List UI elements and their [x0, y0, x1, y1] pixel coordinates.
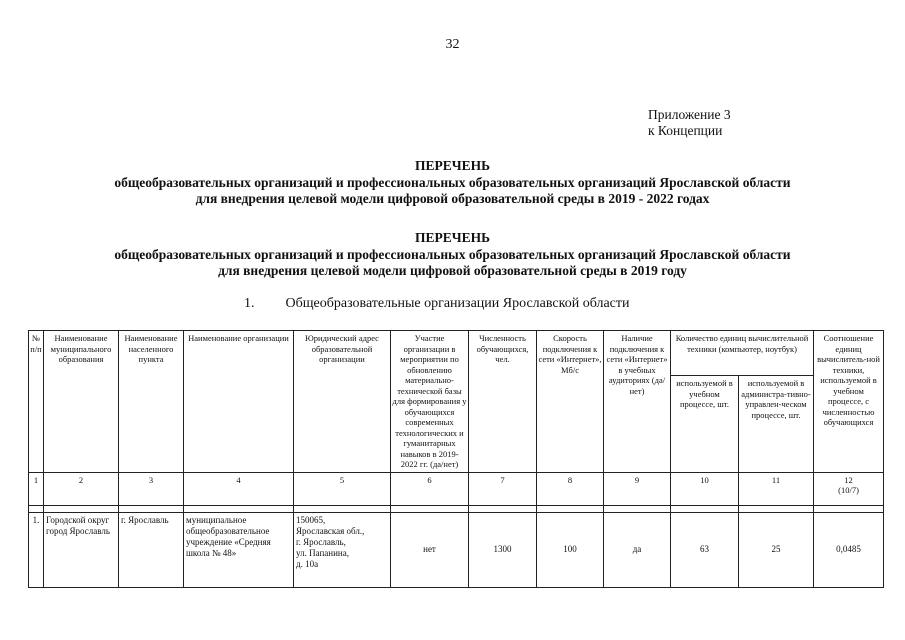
col-number: 11 — [739, 472, 814, 505]
table-header-row — [29, 331, 884, 376]
title-block-1 — [0, 158, 905, 208]
cell-num: 1. — [29, 512, 44, 587]
header-computers-group: Количество единиц вычислительной техники (компьютер, ноутбук) — [671, 331, 814, 376]
address-line: ул. Папанина, — [296, 547, 349, 558]
column-numbers-row — [29, 472, 884, 505]
address-line: д. 10а — [296, 558, 319, 569]
col-number: 9 — [604, 472, 671, 505]
spacer-row — [29, 505, 884, 512]
cell-municipality: Городской округ город Ярославль — [44, 512, 119, 587]
col-number: 10 — [671, 472, 739, 505]
title-2-line-2: для внедрения целевой модели цифровой образовательной среды в 2019 году — [218, 263, 687, 278]
header-speed: Скорость подключения к сети «Интернет», Мб/с — [537, 331, 604, 473]
header-municipality: Наименование муниципального образования — [44, 331, 119, 473]
header-pc-admin: используемой в администра-тивно-управлен-ческом процессе, шт. — [739, 376, 814, 473]
address-line: Ярославская обл., — [296, 525, 365, 536]
cell-pc-admin: 25 — [739, 512, 814, 587]
section-number: 1. — [244, 296, 255, 311]
title-2-line-1: общеобразовательных организаций и профессиональных образовательных организаций Ярославской области — [114, 246, 791, 262]
header-settlement: Наименование населенного пункта — [119, 331, 184, 473]
cell-pc-edu: 63 — [671, 512, 739, 587]
header-ratio: Соотношение единиц вычислитель-ной техники, используемой в учебном процессе, с численностью обучающихся — [814, 331, 884, 473]
title-2-heading: ПЕРЕЧЕНЬ — [414, 230, 491, 245]
col-number: 3 — [119, 472, 184, 505]
header-organization: Наименование организации — [184, 331, 294, 473]
address-line: 150065, — [296, 514, 326, 525]
cell-students: 1300 — [469, 512, 537, 587]
col-number-12-label: 12 — [844, 474, 853, 485]
title-block-2 — [0, 230, 905, 280]
col-number: 1 — [29, 472, 44, 505]
title-1-heading: ПЕРЕЧЕНЬ — [414, 158, 491, 173]
col-number: 6 — [391, 472, 469, 505]
cell-organization: муниципальное общеобразовательное учреждение «Средняя школа № 48» — [184, 512, 294, 587]
header-num: № п/п — [29, 331, 44, 473]
appendix-note — [648, 107, 731, 139]
header-address: Юридический адрес образовательной организации — [294, 331, 391, 473]
cell-speed: 100 — [537, 512, 604, 587]
col-number: 7 — [469, 472, 537, 505]
col-number: 4 — [184, 472, 294, 505]
cell-address — [294, 512, 391, 587]
cell-internet: да — [604, 512, 671, 587]
col-number: 2 — [44, 472, 119, 505]
header-participation: Участие организации в мероприятии по обновлению материально-технической базы для формирования у обучающихся современных технологических и гуманитарных навыков в 2019-2022 гг. (да/нет) — [391, 331, 469, 473]
section-heading — [244, 296, 630, 312]
col-number: 8 — [537, 472, 604, 505]
col-number: 5 — [294, 472, 391, 505]
page-number: 32 — [445, 37, 460, 52]
cell-participation: нет — [391, 512, 469, 587]
address-line: г. Ярославль, — [296, 536, 346, 547]
cell-settlement: г. Ярославль — [119, 512, 184, 587]
header-internet: Наличие подключения к сети «Интернет» в учебных аудиториях (да/нет) — [604, 331, 671, 473]
table-row — [29, 512, 884, 587]
cell-ratio: 0,0485 — [814, 512, 884, 587]
title-1-line-2: для внедрения целевой модели цифровой образовательной среды в 2019 - 2022 годах — [195, 191, 710, 206]
organizations-table — [28, 330, 884, 588]
header-students: Численность обучающихся, чел. — [469, 331, 537, 473]
col-number-12 — [814, 472, 884, 505]
appendix-line-1: Приложение 3 — [648, 107, 731, 122]
title-1-line-1: общеобразовательных организаций и профессиональных образовательных организаций Ярославской области — [114, 174, 791, 190]
appendix-line-2: к Концепции — [648, 123, 723, 138]
header-pc-edu: используемой в учебном процессе, шт. — [671, 376, 739, 473]
col-number-12-formula: (10/7) — [838, 485, 859, 495]
section-title: Общеобразовательные организации Ярославской области — [285, 296, 630, 311]
